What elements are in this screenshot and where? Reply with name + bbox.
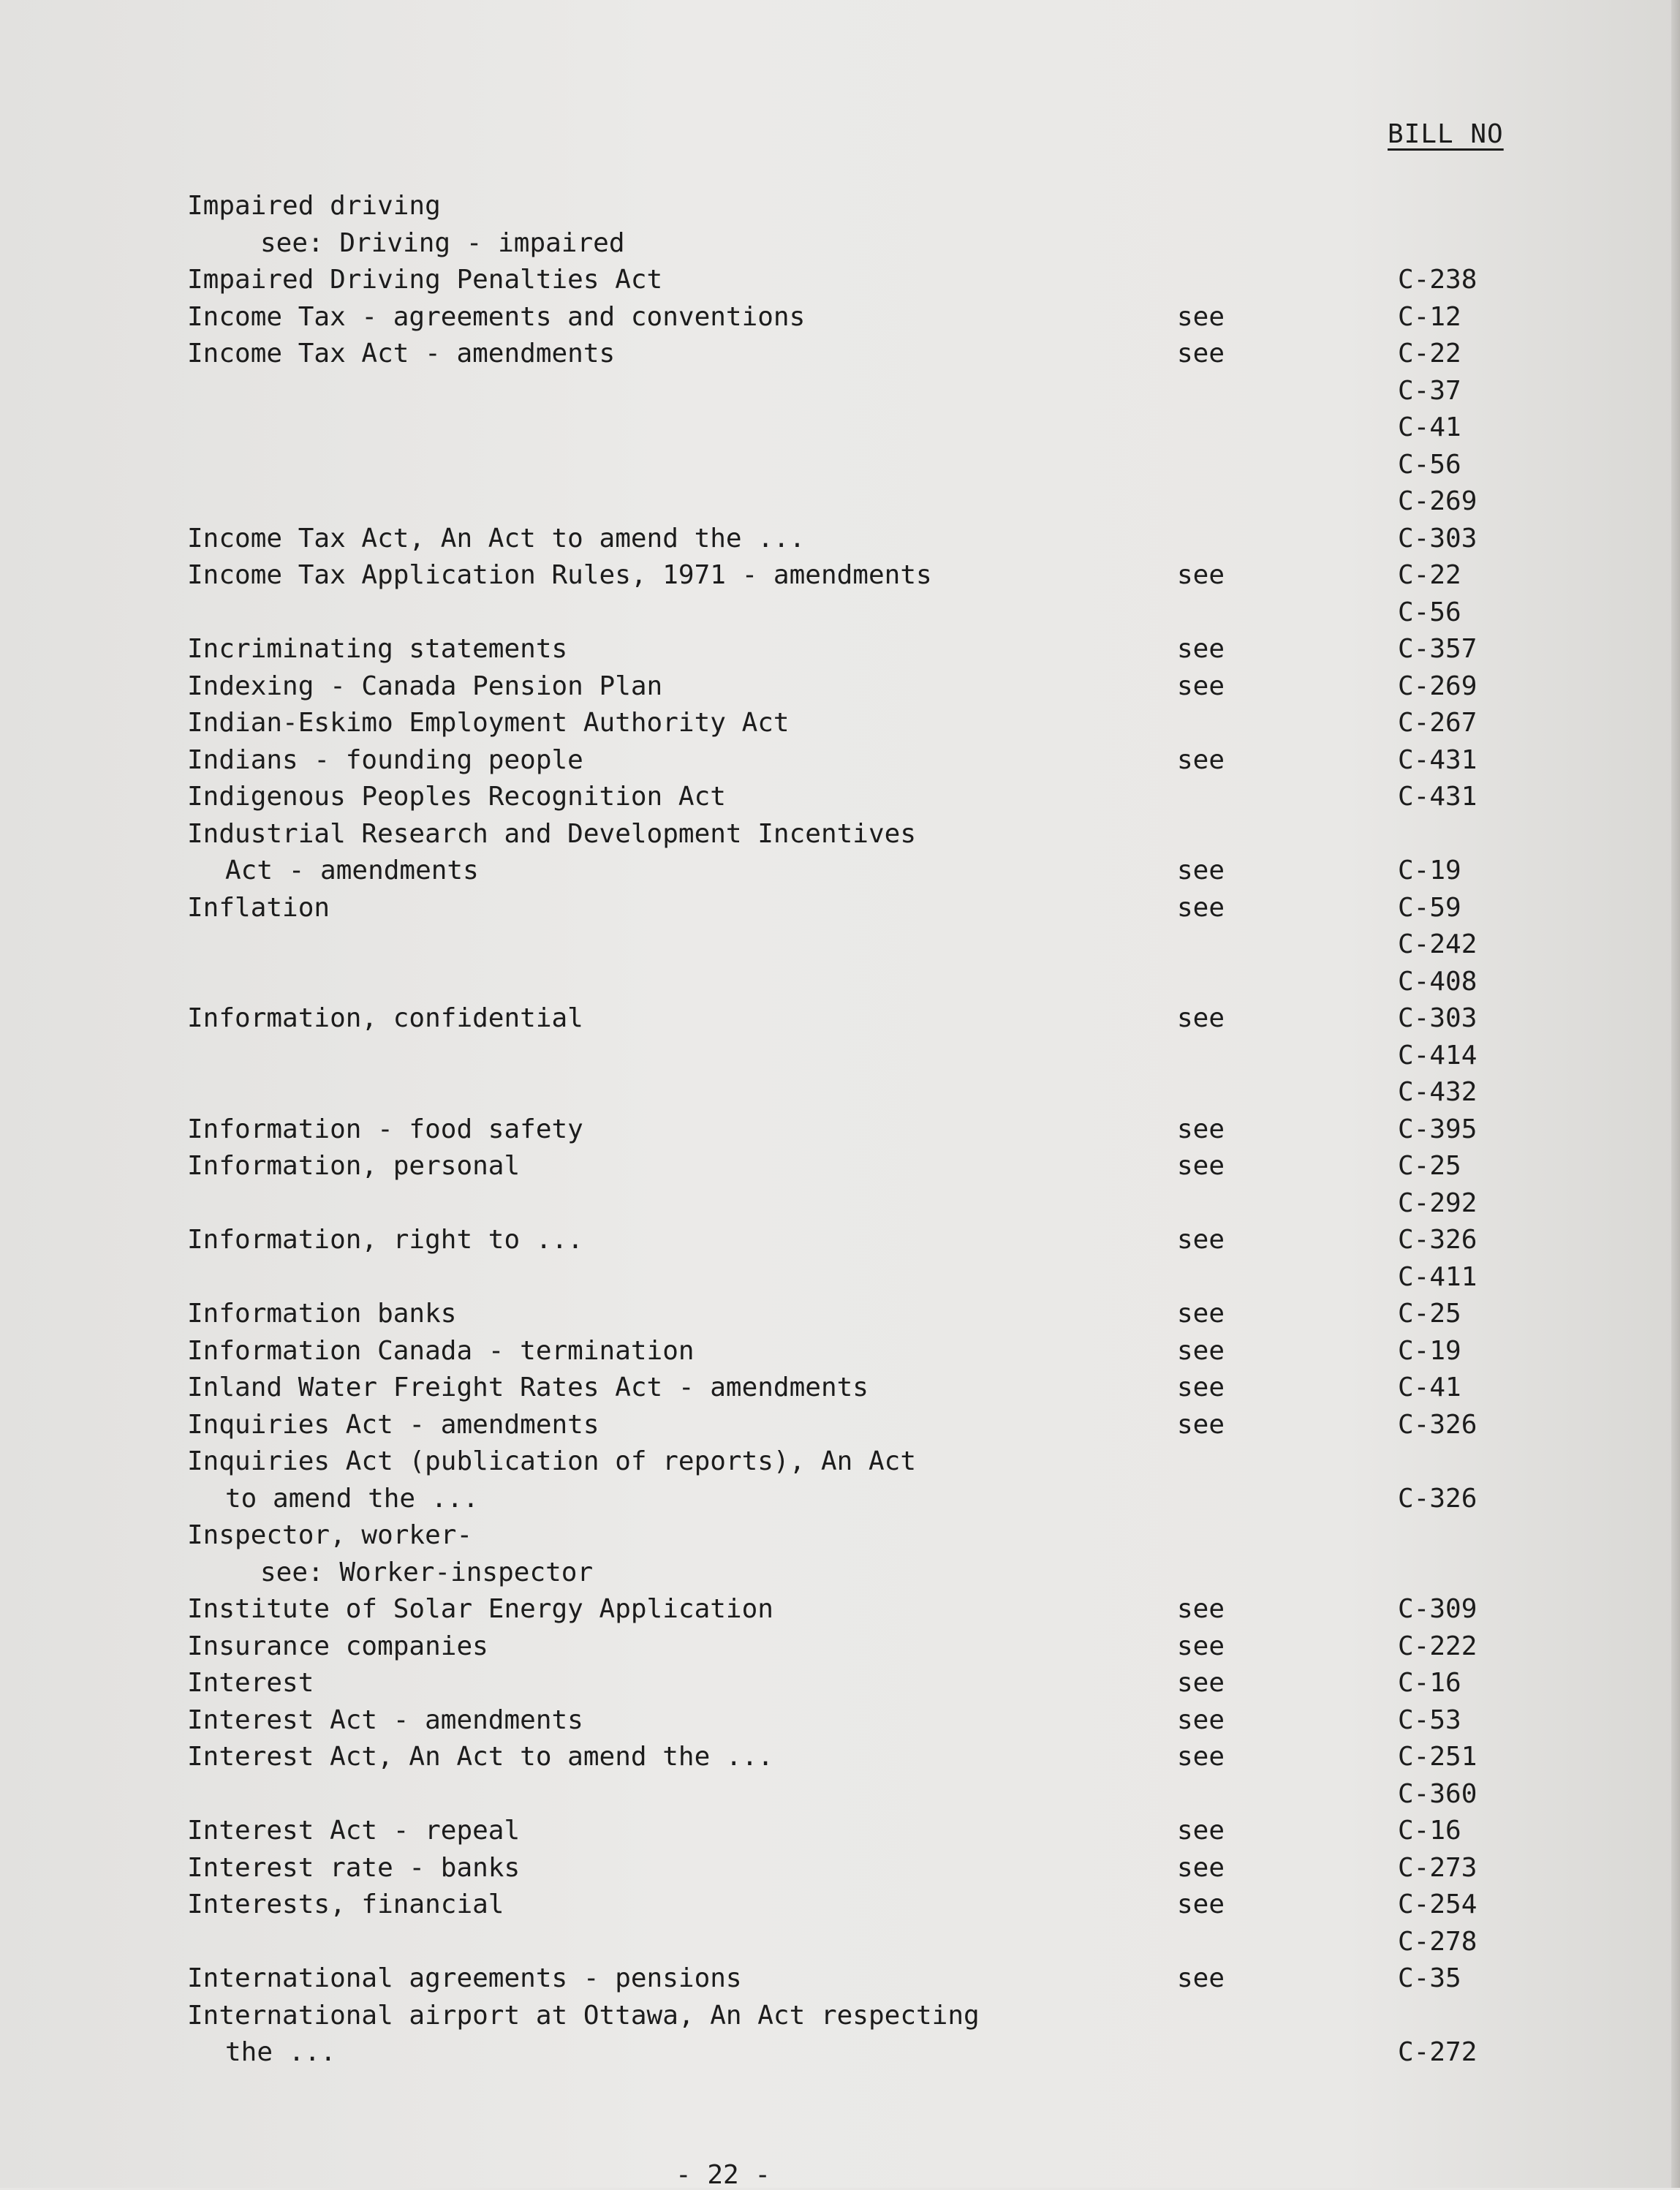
index-entry-row — [187, 1702, 1576, 1740]
index-entry-row — [187, 1111, 1576, 1149]
entry-bill-number: C-19 — [1398, 856, 1461, 886]
entry-bill-number: C-59 — [1398, 892, 1461, 923]
entry-term: Interest Act, An Act to amend the ... — [187, 1742, 773, 1772]
entry-bill-number: C-431 — [1398, 782, 1477, 812]
entry-term: Interest rate - banks — [187, 1852, 521, 1883]
entry-term: Information, personal — [187, 1151, 521, 1181]
entry-see-reference: see — [1177, 1963, 1225, 1993]
index-entry-row — [187, 299, 1576, 336]
entry-see-reference: see — [1177, 1704, 1225, 1735]
entry-bill-number: C-303 — [1398, 523, 1477, 554]
entry-bill-number: C-357 — [1398, 634, 1477, 664]
entry-bill-number: C-56 — [1398, 449, 1461, 480]
entry-term: Inquiries Act (publication of reports), An Act — [187, 1446, 916, 1476]
entry-see-reference: see — [1177, 1742, 1225, 1772]
index-entry-row — [187, 1333, 1576, 1370]
entry-bill-number: C-411 — [1398, 1261, 1477, 1292]
bill-no-column-header: BILL NO — [1388, 119, 1504, 149]
entry-bill-number: C-326 — [1398, 1225, 1477, 1255]
entry-bill-number: C-242 — [1398, 929, 1477, 959]
entry-term: Inspector, worker- — [187, 1520, 473, 1550]
entry-bill-number: C-35 — [1398, 1963, 1461, 1993]
entry-bill-number: C-25 — [1398, 1151, 1461, 1181]
entry-bill-number: C-22 — [1398, 339, 1461, 369]
entry-term: Inquiries Act - amendments — [187, 1409, 599, 1440]
index-entry-row — [187, 1443, 1576, 1481]
entry-see-reference: see — [1177, 1114, 1225, 1144]
index-entry-row — [187, 1628, 1576, 1666]
entry-bill-number: C-303 — [1398, 1003, 1477, 1033]
entry-bill-number: C-56 — [1398, 597, 1461, 627]
entry-bill-number: C-408 — [1398, 966, 1477, 997]
entry-term: Information Canada - termination — [187, 1335, 695, 1366]
entry-term: the ... — [225, 2037, 336, 2067]
entry-see-reference: see — [1177, 1151, 1225, 1181]
index-entry-row — [187, 853, 1576, 890]
index-entry-row — [187, 1960, 1576, 1998]
entry-bill-number: C-16 — [1398, 1668, 1461, 1698]
index-entry-row — [187, 1998, 1576, 2035]
index-entry-row — [187, 1000, 1576, 1038]
entry-see-reference: see — [1177, 1668, 1225, 1698]
entry-bill-number: C-395 — [1398, 1114, 1477, 1144]
entry-term: Inflation — [187, 892, 330, 923]
index-entry-row — [187, 447, 1576, 484]
entry-see-reference: see — [1177, 1335, 1225, 1366]
entry-bill-number: C-292 — [1398, 1187, 1477, 1218]
entry-term: Incriminating statements — [187, 634, 568, 664]
entry-term: International agreements - pensions — [187, 1963, 742, 1993]
entry-bill-number: C-273 — [1398, 1852, 1477, 1883]
index-entry-row — [187, 557, 1576, 594]
entry-term: Impaired Driving Penalties Act — [187, 265, 663, 295]
index-entry-row — [187, 521, 1576, 558]
index-entries — [187, 188, 1576, 2072]
index-entry-row — [187, 336, 1576, 373]
entry-term: Income Tax Act - amendments — [187, 339, 616, 369]
entry-see-reference: see — [1177, 1594, 1225, 1624]
entry-bill-number: C-414 — [1398, 1040, 1477, 1071]
index-entry-row — [187, 483, 1576, 521]
entry-see-reference: see — [1177, 1003, 1225, 1033]
entry-term: Institute of Solar Energy Application — [187, 1594, 773, 1624]
entry-term: International airport at Ottawa, An Act respecting — [187, 2000, 980, 2031]
entry-term: Information, right to ... — [187, 1225, 583, 1255]
entry-term: Indigenous Peoples Recognition Act — [187, 782, 726, 812]
entry-bill-number: C-238 — [1398, 265, 1477, 295]
entry-see-reference: see — [1177, 1631, 1225, 1661]
index-entry-row — [187, 373, 1576, 410]
index-entry-row — [187, 1813, 1576, 1850]
index-entry-row — [187, 262, 1576, 299]
entry-term: Industrial Research and Development Incentives — [187, 818, 916, 849]
entry-bill-number: C-25 — [1398, 1299, 1461, 1329]
index-entry-row — [187, 926, 1576, 964]
entry-bill-number: C-267 — [1398, 708, 1477, 738]
entry-term: Income Tax Act, An Act to amend the ... — [187, 523, 806, 554]
entry-bill-number: C-431 — [1398, 744, 1477, 775]
entry-term: Information banks — [187, 1299, 457, 1329]
index-entry-row — [187, 1148, 1576, 1185]
entry-bill-number: C-251 — [1398, 1742, 1477, 1772]
index-entry-row — [187, 1850, 1576, 1887]
entry-bill-number: C-19 — [1398, 1335, 1461, 1366]
index-entry-row — [187, 1185, 1576, 1223]
index-entry-row — [187, 1924, 1576, 1961]
entry-see-reference: see — [1177, 1852, 1225, 1883]
page-edge — [1671, 0, 1680, 2188]
entry-term: Indexing - Canada Pension Plan — [187, 671, 663, 701]
index-entry-row — [187, 1370, 1576, 1407]
entry-see-reference: see — [1177, 634, 1225, 664]
entry-term: Interest Act - amendments — [187, 1704, 583, 1735]
index-entry-row — [187, 594, 1576, 632]
index-entry-row — [187, 705, 1576, 742]
entry-bill-number: C-432 — [1398, 1077, 1477, 1107]
entry-see-reference: see — [1177, 560, 1225, 590]
index-entry-row — [187, 1038, 1576, 1075]
entry-bill-number: C-360 — [1398, 1778, 1477, 1809]
index-entry-row — [187, 1259, 1576, 1296]
entry-bill-number: C-41 — [1398, 1372, 1461, 1402]
index-entry-row — [187, 188, 1576, 225]
index-entry-row — [187, 631, 1576, 668]
entry-bill-number: C-222 — [1398, 1631, 1477, 1661]
entry-see-reference: see — [1177, 1409, 1225, 1440]
entry-term: Indian-Eskimo Employment Authority Act — [187, 708, 790, 738]
entry-see-reference: see — [1177, 339, 1225, 369]
entry-term: Income Tax - agreements and conventions — [187, 301, 806, 332]
entry-bill-number: C-309 — [1398, 1594, 1477, 1624]
index-entry-row — [187, 1776, 1576, 1813]
entry-term: Impaired driving — [187, 191, 441, 221]
entry-bill-number: C-37 — [1398, 375, 1461, 406]
index-entry-row — [187, 1555, 1576, 1592]
index-entry-row — [187, 1407, 1576, 1444]
index-entry-row — [187, 816, 1576, 853]
entry-term: see: Worker-inspector — [260, 1557, 594, 1587]
entry-see-reference: see — [1177, 744, 1225, 775]
index-entry-row — [187, 890, 1576, 927]
index-entry-row — [187, 409, 1576, 447]
entry-term: Act - amendments — [225, 856, 479, 886]
page-number-text: - 22 - — [675, 2160, 771, 2190]
entry-term: Indians - founding people — [187, 744, 583, 775]
index-entry-row — [187, 2034, 1576, 2072]
entry-term: Income Tax Application Rules, 1971 - amendments — [187, 560, 932, 590]
entry-bill-number: C-12 — [1398, 301, 1461, 332]
entry-bill-number: C-326 — [1398, 1483, 1477, 1514]
index-entry-row — [187, 1517, 1576, 1555]
entry-see-reference: see — [1177, 1372, 1225, 1402]
index-entry-row — [187, 1296, 1576, 1333]
index-entry-row — [187, 742, 1576, 779]
entry-see-reference: see — [1177, 1299, 1225, 1329]
index-entry-row — [187, 1887, 1576, 1924]
entry-see-reference: see — [1177, 1889, 1225, 1919]
index-entry-row — [187, 1591, 1576, 1628]
entry-bill-number: C-41 — [1398, 412, 1461, 442]
entry-bill-number: C-272 — [1398, 2037, 1477, 2067]
index-entry-row — [187, 668, 1576, 706]
entry-bill-number: C-326 — [1398, 1409, 1477, 1440]
index-entry-row — [187, 779, 1576, 816]
entry-see-reference: see — [1177, 856, 1225, 886]
entry-term: Interest — [187, 1668, 314, 1698]
index-entry-row — [187, 1739, 1576, 1776]
index-entry-row — [187, 964, 1576, 1001]
entry-bill-number: C-278 — [1398, 1926, 1477, 1957]
entry-bill-number: C-22 — [1398, 560, 1461, 590]
entry-see-reference: see — [1177, 1816, 1225, 1846]
entry-term: Interests, financial — [187, 1889, 504, 1919]
entry-see-reference: see — [1177, 301, 1225, 332]
index-entry-row — [187, 1665, 1576, 1702]
entry-term: Inland Water Freight Rates Act - amendments — [187, 1372, 869, 1402]
entry-term: Information - food safety — [187, 1114, 583, 1144]
entry-term: see: Driving - impaired — [260, 227, 625, 258]
entry-bill-number: C-269 — [1398, 486, 1477, 516]
entry-see-reference: see — [1177, 892, 1225, 923]
index-entry-row — [187, 1222, 1576, 1259]
page-number — [0, 2161, 1680, 2190]
entry-see-reference: see — [1177, 671, 1225, 701]
entry-see-reference: see — [1177, 1225, 1225, 1255]
index-entry-row — [187, 225, 1576, 263]
index-entry-row — [187, 1481, 1576, 1518]
entry-term: Insurance companies — [187, 1631, 488, 1661]
entry-term: Information, confidential — [187, 1003, 583, 1033]
entry-bill-number: C-269 — [1398, 671, 1477, 701]
entry-term: Interest Act - repeal — [187, 1816, 521, 1846]
entry-bill-number: C-53 — [1398, 1704, 1461, 1735]
entry-term: to amend the ... — [225, 1483, 479, 1514]
entry-bill-number: C-254 — [1398, 1889, 1477, 1919]
index-entry-row — [187, 1074, 1576, 1111]
entry-bill-number: C-16 — [1398, 1816, 1461, 1846]
